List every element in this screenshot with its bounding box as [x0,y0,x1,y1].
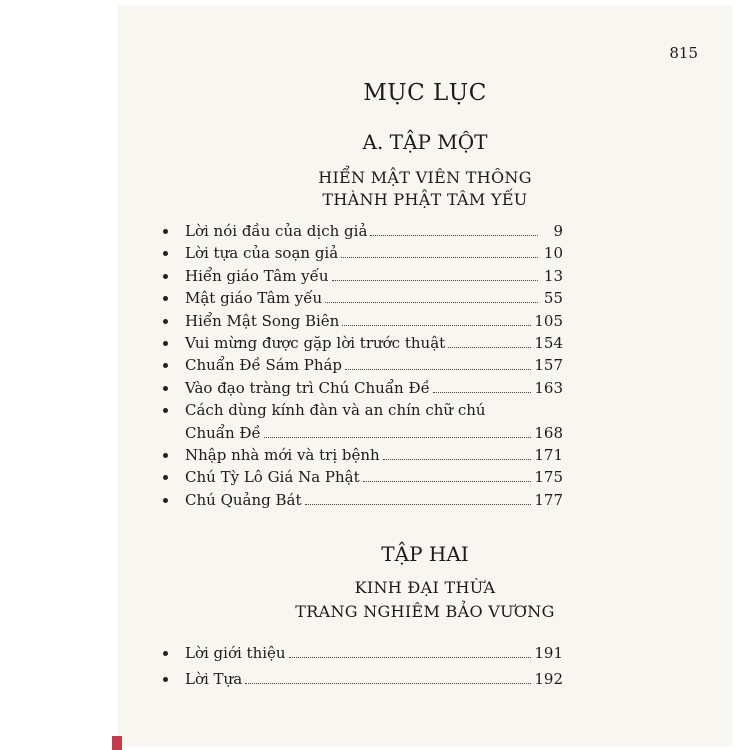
leader-dots [325,289,538,304]
part-two-heading: TẬP HAI [381,542,469,566]
toc-entry-page: 175 [534,468,563,487]
toc-entry-page: 157 [534,356,563,375]
bullet-icon [163,319,168,324]
toc-entry-label: Chú Tỳ Lô Giá Na Phật [185,468,360,487]
page-title: MỤC LỤC [363,80,487,106]
toc-entry [163,399,563,444]
toc-entry [163,287,563,309]
leader-dots [345,356,531,371]
bullet-icon [163,386,168,391]
toc-entry [163,489,563,511]
bullet-icon [163,274,168,279]
toc-entry-label: Nhập nhà mới và trị bệnh [185,446,380,465]
leader-dots [433,378,532,393]
toc-entry [163,310,563,332]
leader-dots [341,244,538,259]
bullet-icon [163,229,168,234]
toc-entry-label: Vui mừng được gặp lời trước thuật [185,334,446,353]
toc-entry-page: 154 [534,334,563,353]
toc-entry [163,220,563,242]
part-one-book-line1: HIỂN MẬT VIÊN THÔNG [318,168,532,187]
toc-entry-page: 192 [534,670,563,688]
part-one-book-line2: THÀNH PHẬT TÂM YẾU [322,190,528,209]
part-one-heading: A. TẬP MỘT [362,130,488,154]
toc-entry-label: Hiển giáo Tâm yếu [185,266,329,285]
toc-entry-page: 191 [534,644,563,662]
part-two-book-line1: KINH ĐẠI THỪA [354,578,496,597]
toc-entry-page: 9 [553,222,563,240]
book-binding-edge [112,736,122,750]
toc-entry-label: Chuẩn Đề Sám Pháp [185,356,343,375]
toc-entry [163,640,563,666]
bullet-icon [163,651,168,656]
toc-entry-page: 10 [543,244,563,263]
bullet-icon [163,341,168,346]
toc-entry-page: 13 [543,266,563,285]
toc-entry [163,332,563,354]
toc-entry [163,265,563,287]
leader-dots [383,446,532,461]
leader-dots [332,266,538,281]
leader-dots [264,423,532,438]
toc-entry-page: 163 [534,378,563,397]
toc-list-part-two [163,640,563,692]
toc-entry-page: 171 [534,446,563,465]
toc-entry-page: 105 [534,311,563,330]
toc-entry-label: Lời giới thiệu [185,644,286,662]
bullet-icon [163,498,168,503]
toc-entry [163,242,563,264]
toc-entry-page: 177 [534,490,563,509]
toc-entry-page: 168 [534,423,563,442]
book-page [118,6,732,746]
toc-entry-label: Vào đạo tràng trì Chú Chuẩn Đề [185,378,430,397]
toc-list-part-one [163,220,563,511]
leader-dots [363,468,532,483]
leader-dots [342,311,531,326]
toc-entry [163,354,563,376]
toc-entry-label: Hiển Mật Song Biên [185,311,340,330]
toc-entry [163,666,563,692]
toc-entry-label: Chú Quảng Bát [185,490,302,509]
toc-entry [163,466,563,488]
toc-entry-label: Lời nói đầu của dịch giả [185,222,368,240]
toc-entry [163,444,563,466]
leader-dots [448,334,531,349]
toc-entry-label: Lời Tựa [185,670,243,688]
bullet-icon [163,677,168,682]
toc-entry [163,377,563,399]
leader-dots [289,644,532,659]
toc-entry-label: Mật giáo Tâm yếu [185,289,323,308]
leader-dots [370,222,538,237]
part-two-book-line2: TRANG NGHIÊM BẢO VƯƠNG [295,602,555,621]
leader-dots [245,670,531,685]
toc-entry-label: Chuẩn Đề [185,423,261,442]
leader-dots [305,490,532,505]
toc-entry-label-line1: Cách dùng kính đàn và an chín chữ chú [185,401,486,420]
toc-entry-label: Lời tựa của soạn giả [185,244,339,263]
page-number: 815 [669,44,698,62]
toc-entry-page: 55 [543,289,563,308]
